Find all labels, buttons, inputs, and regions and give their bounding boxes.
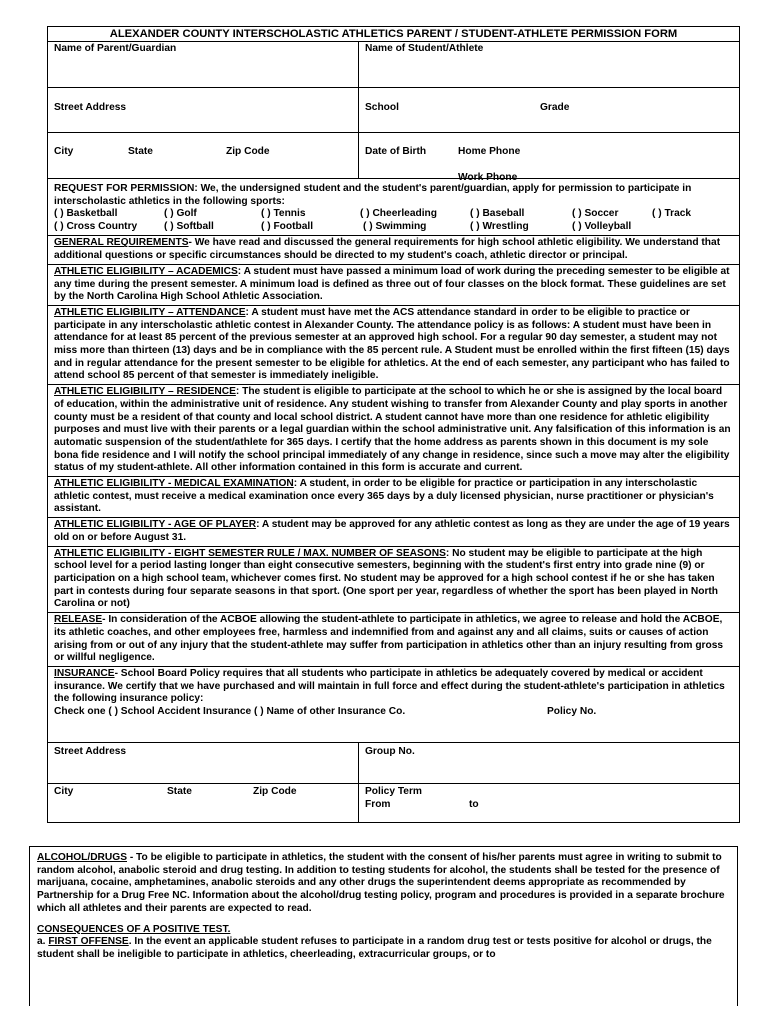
dob-phone-field[interactable] bbox=[359, 133, 739, 183]
attendance-section bbox=[48, 306, 739, 385]
insurance-city-label: City bbox=[54, 785, 74, 797]
residence-text: : The student is eligible to participate at the school to which he or she is assigned by the local board of education, within the administrative unit of residence. Any student wishing to transfer from Alexander County and play sports in another county must be a resident of that county and local school district. A student cannot have more than one residence for athletic eligibility purposes and must live with their parents or a legal guardian within the school administrative unit. Any falsification of this information is an automatic suspension of the student/athlete for 365 days. I certify that the home address as parents shown in this document is my sole bona fide residence and I will notify the school principal immediately of any change in residence, since such a move may alter the eligibility status of my student-athlete. All other information contained in this form is accurate and current. bbox=[54, 386, 731, 474]
city-state-zip-field[interactable] bbox=[48, 133, 359, 178]
age-section bbox=[48, 518, 739, 546]
basketball-checkbox[interactable]: ( ) Basketball bbox=[54, 208, 118, 220]
consequences-heading: CONSEQUENCES OF A POSITIVE TEST. bbox=[37, 923, 231, 935]
general-requirements-text: - We have read and discussed the general requirements for high school athletic eligibility. We understand that additional questions or specific circumstances should be directed to my student's coach, athletic director or principal. bbox=[54, 237, 721, 262]
attendance-heading: ATHLETIC ELIGIBILITY – ATTENDANCE bbox=[54, 306, 246, 318]
semester-rule-section bbox=[48, 547, 739, 614]
cheerleading-checkbox[interactable]: ( ) Cheerleading bbox=[360, 208, 437, 220]
request-section bbox=[48, 179, 739, 236]
first-offense-text: . In the event an applicable student refuses to participate in a random drug test or tests positive for alcohol or drugs, the student shall be ineligible to participate in athletics, cheerleading, extracurricular groups, or to bbox=[37, 936, 712, 960]
group-no-field[interactable] bbox=[359, 743, 739, 783]
alcohol-paragraph bbox=[37, 852, 730, 916]
insurance-city-field[interactable] bbox=[48, 784, 359, 822]
form-title: ALEXANDER COUNTY INTERSCHOLASTIC ATHLETICS PARENT / STUDENT-ATHLETE PERMISSION FORM bbox=[48, 27, 739, 42]
semester-rule-heading: ATHLETIC ELIGIBILITY - EIGHT SEMESTER RULE / MAX. NUMBER OF SEASONS bbox=[54, 547, 446, 559]
general-requirements-section bbox=[48, 236, 739, 264]
insurance-state-label: State bbox=[167, 785, 192, 797]
school-field[interactable] bbox=[359, 88, 739, 132]
city-label: City bbox=[54, 146, 74, 157]
soccer-checkbox[interactable]: ( ) Soccer bbox=[572, 208, 619, 220]
request-paragraph bbox=[54, 183, 733, 208]
first-offense-heading: FIRST OFFENSE bbox=[48, 936, 129, 948]
baseball-checkbox[interactable]: ( ) Baseball bbox=[470, 208, 525, 220]
sports-row-2 bbox=[54, 221, 733, 234]
track-checkbox[interactable]: ( ) Track bbox=[652, 208, 692, 220]
insurance-city-row bbox=[48, 784, 739, 822]
softball-checkbox[interactable]: ( ) Softball bbox=[164, 221, 214, 233]
alcohol-drugs-box bbox=[29, 846, 738, 1006]
group-no-label: Group No. bbox=[365, 745, 415, 757]
street-address-field[interactable] bbox=[48, 88, 359, 132]
school-label: School bbox=[365, 102, 399, 113]
wrestling-checkbox[interactable]: ( ) Wrestling bbox=[470, 221, 529, 233]
alcohol-text: - To be eligible to participate in athletics, the student with the consent of his/her parents must agree in writing to submit to random alcohol, anabolic steroid and drug testing. In addition to testing students for alcohol, the students shall be tested for the presence of marijuana, cocaine, amphetamines, anabolic steroids and any other drugs the superintendent deems appropriate as recommended by Partnership for a Drug Free NC. Information about the alcohol/drug testing policy, program and procedures is provided in a separate brochure which all athletes and their parents are expected to read. bbox=[37, 852, 725, 914]
release-section bbox=[48, 613, 739, 667]
academics-text: : A student must have passed a minimum load of work during the preceding semester to be eligible at any time during the present semester. A minimum load is defined as three out of four classes on the block format. These guidelines are set by the North Carolina High School Athletic Association. bbox=[54, 265, 730, 303]
insurance-street-field[interactable] bbox=[48, 743, 359, 783]
policy-term-label: Policy Term bbox=[365, 785, 422, 797]
age-text: : A student may be approved for any athletic contest as long as they are under the age of 19 years old on or before August 31. bbox=[54, 519, 730, 543]
insurance-zip-label: Zip Code bbox=[253, 785, 297, 797]
insurance-heading: INSURANCE bbox=[54, 667, 115, 679]
insurance-address-row bbox=[48, 743, 739, 784]
alcohol-heading: ALCOHOL/DRUGS bbox=[37, 852, 127, 863]
permission-form bbox=[47, 26, 740, 823]
policy-term-field[interactable] bbox=[359, 784, 739, 822]
dob-label: Date of Birth bbox=[365, 146, 427, 157]
first-offense-paragraph bbox=[37, 936, 730, 961]
address-row bbox=[48, 88, 739, 133]
first-offense-prefix: a. bbox=[37, 936, 49, 948]
attendance-text: : A student must have met the ACS attendance standard in order to be eligible to practice or participate in any interscholastic athletic contest in Alexander County. The attendance policy is as follows: A student must have been in attendance for at least 85 percent of the previous semester at an approved high school. For a regular 90 day semester, a student may not miss more than thirteen (13) days and be in compliance with the 85 percent rule. A Student must be enrolled within the first fifteen (15) days and in regular attendance for the present semester to be eligible for athletics. At the end of each semester, any participant who has failed to attend school 85 percent of that semester is immediately ineligible. bbox=[54, 306, 730, 382]
volleyball-checkbox[interactable]: ( ) Volleyball bbox=[572, 221, 632, 233]
release-text: - In consideration of the ACBOE allowing the student-athlete to participate in athletics, we agree to release and hold the ACBOE, its athletic coaches, and other employees free, harmless and indemnified from and against any and all claims, suits or causes of action arising from or out of any injury that the student-athlete may suffer from participation in athletics other than an injury resulting from gross or willful negligence. bbox=[54, 614, 724, 664]
academics-heading: ATHLETIC ELIGIBILITY – ACADEMICS bbox=[54, 265, 238, 277]
zip-label: Zip Code bbox=[226, 146, 270, 157]
residence-section bbox=[48, 385, 739, 477]
insurance-street-label: Street Address bbox=[54, 745, 127, 757]
cross-country-checkbox[interactable]: ( ) Cross Country bbox=[54, 221, 138, 233]
insurance-section bbox=[48, 667, 739, 743]
football-checkbox[interactable]: ( ) Football bbox=[261, 221, 314, 233]
insurance-text: - School Board Policy requires that all students who participate in athletics be adequately covered by medical or accident insurance. We certify that we have purchased and will maintain in full force and effect during the student-athlete's participation in athletics the following insurance policy: bbox=[54, 667, 725, 705]
street-address-label: Street Address bbox=[54, 102, 127, 113]
golf-checkbox[interactable]: ( ) Golf bbox=[164, 208, 197, 220]
work-phone-label: Work Phone bbox=[458, 172, 518, 183]
names-row bbox=[48, 42, 739, 88]
policy-to-label: to bbox=[469, 798, 479, 810]
request-text: We, the undersigned student and the student's parent/guardian, apply for permission to participate in interscholastic athletics in the following sports: bbox=[54, 183, 692, 207]
academics-section bbox=[48, 265, 739, 306]
sports-row-1 bbox=[54, 208, 733, 221]
state-label: State bbox=[128, 146, 153, 157]
medical-section bbox=[48, 477, 739, 518]
student-name-field[interactable] bbox=[359, 42, 739, 87]
policy-no-label: Policy No. bbox=[547, 706, 597, 718]
age-heading: ATHLETIC ELIGIBILITY - AGE OF PLAYER bbox=[54, 519, 257, 531]
residence-heading: ATHLETIC ELIGIBILITY – RESIDENCE bbox=[54, 386, 236, 398]
parent-name-label: Name of Parent/Guardian bbox=[54, 43, 177, 54]
policy-from-label: From bbox=[365, 798, 391, 810]
grade-label: Grade bbox=[540, 102, 570, 113]
swimming-checkbox[interactable]: ( ) Swimming bbox=[363, 221, 427, 233]
student-name-label: Name of Student/Athlete bbox=[365, 43, 484, 54]
release-heading: RELEASE bbox=[54, 614, 103, 626]
medical-heading: ATHLETIC ELIGIBILITY - MEDICAL EXAMINATION bbox=[54, 478, 294, 490]
tennis-checkbox[interactable]: ( ) Tennis bbox=[261, 208, 306, 220]
general-requirements-heading: GENERAL REQUIREMENTS bbox=[54, 237, 189, 249]
parent-name-field[interactable] bbox=[48, 42, 359, 87]
home-phone-label: Home Phone bbox=[458, 146, 521, 157]
insurance-check-row[interactable] bbox=[54, 706, 733, 719]
insurance-check-one[interactable]: Check one ( ) School Accident Insurance ( ) Name of other Insurance Co. bbox=[54, 706, 406, 718]
semester-rule-text: : No student may be eligible to participate at the high school level for a period lasting longer than eight consecutive semesters, beginning with the student's first entry into grade nine (9) or participation on a high school team, whichever comes first. No student may be approved for a high school contest if he or she has taken part in contests during four separate seasons in that sport. (One sport per year, regardless of whether the sport has been played in North Carolina or not) bbox=[54, 547, 719, 610]
medical-text: : A student, in order to be eligible for practice or participation in any interscholastic athletic contest, must receive a medical examination once every 365 days by a duly licensed physician, nurse practitioner or physician's assistant. bbox=[54, 478, 714, 515]
request-heading: REQUEST FOR PERMISSION: bbox=[54, 183, 198, 194]
city-row bbox=[48, 133, 739, 183]
